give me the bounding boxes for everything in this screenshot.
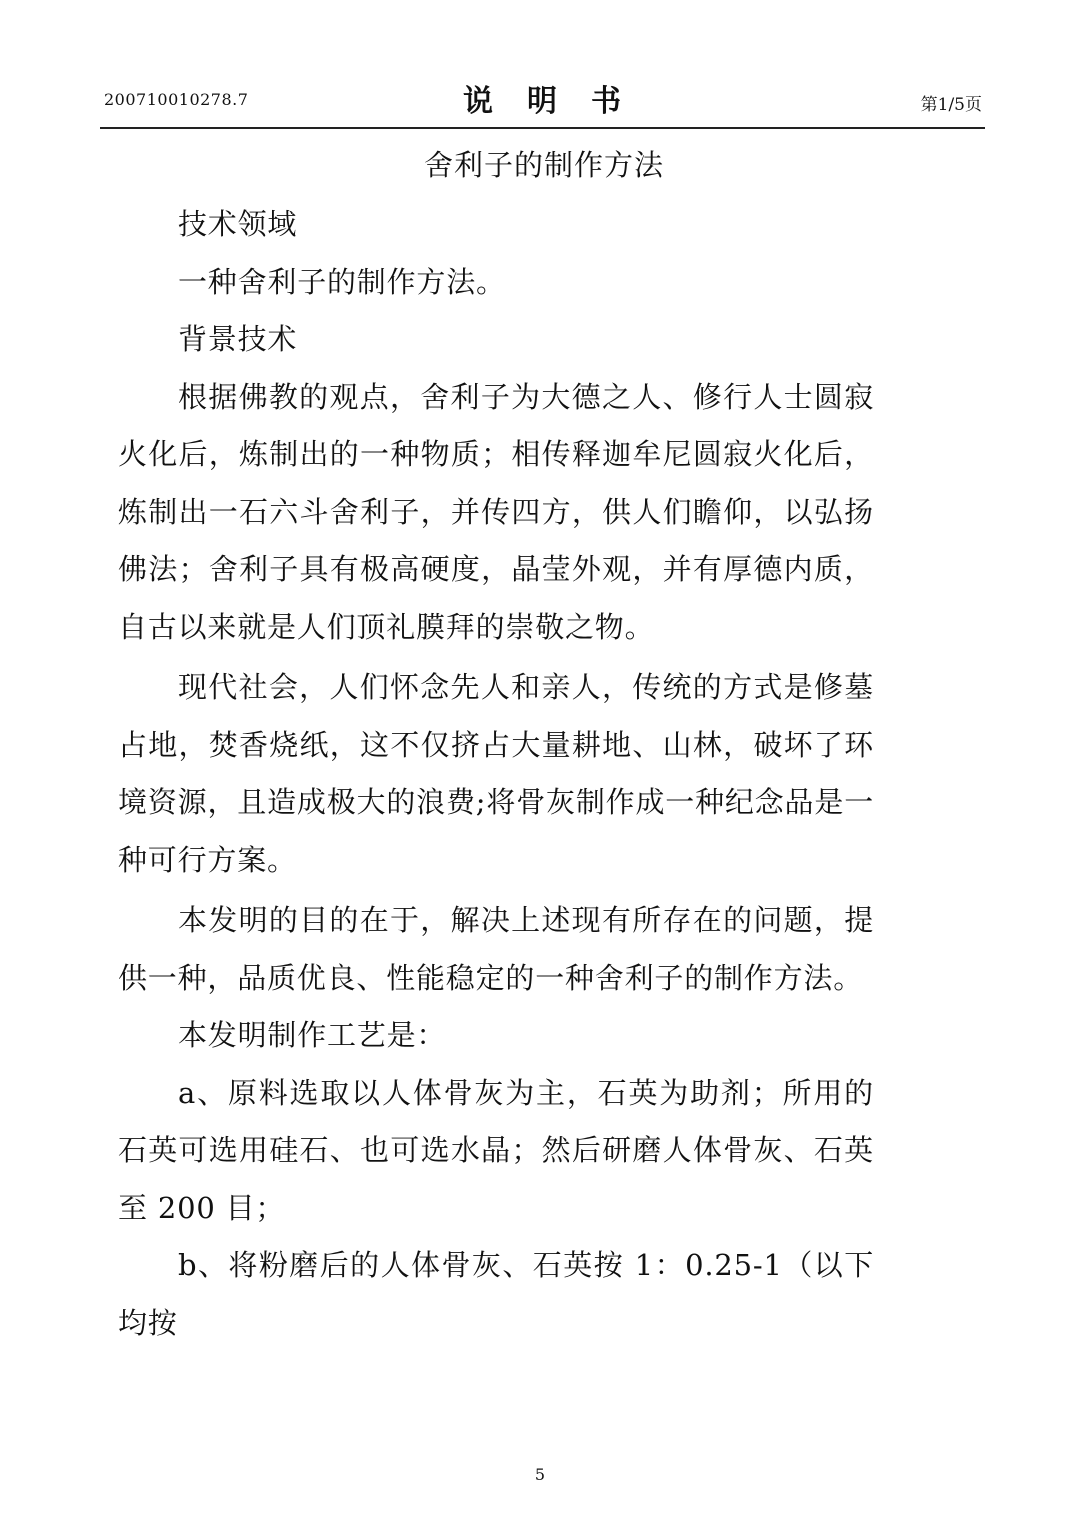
application-number: 200710010278.7 bbox=[104, 90, 249, 109]
paragraph-background-1: 根据佛教的观点，舍利子为大德之人、修行人士圆寂火化后，炼制出的一种物质；相传释迦牟尼圆寂火化后，炼制出一石六斗舍利子，并传四方，供人们瞻仰，以弘扬佛法；舍利子具有极高硬度，晶莹外观，并有厚德内质，自古以来就是人们顶礼膜拜的崇敬之物。 bbox=[118, 379, 874, 644]
paragraph-background-2: 现代社会，人们怀念先人和亲人，传统的方式是修墓占地，焚香烧纸，这不仅挤占大量耕地、山林，破坏了环境资源，且造成极大的浪费;将骨灰制作成一种纪念品是一种可行方案。 bbox=[118, 670, 874, 877]
document-type: 说明书 bbox=[463, 84, 655, 119]
page-header bbox=[100, 72, 984, 130]
header-divider bbox=[100, 127, 985, 129]
paragraph-process-intro: 本发明制作工艺是： bbox=[178, 1018, 447, 1052]
section-heading-background: 背景技术 bbox=[178, 322, 298, 356]
paragraph-step-b: b、将粉磨后的人体骨灰、石英按 1：0.25-1（以下均按 bbox=[118, 1248, 874, 1340]
document-body bbox=[118, 196, 874, 1352]
page-info: 第1/5页 bbox=[920, 95, 982, 115]
document-title: 舍利子的制作方法 bbox=[423, 148, 664, 182]
paragraph-purpose: 本发明的目的在于，解决上述现有所存在的问题，提供一种，品质优良、性能稳定的一种舍利子的制作方法。 bbox=[118, 903, 874, 995]
section-heading-technical-field: 技术领域 bbox=[178, 207, 298, 241]
page-number: 5 bbox=[534, 1465, 546, 1484]
paragraph-technical-field: 一种舍利子的制作方法。 bbox=[178, 264, 506, 299]
paragraph-step-a: a、原料选取以人体骨灰为主，石英为助剂；所用的石英可选用硅石、也可选水晶；然后研磨人体骨灰、石英至 200 目； bbox=[118, 1075, 874, 1225]
